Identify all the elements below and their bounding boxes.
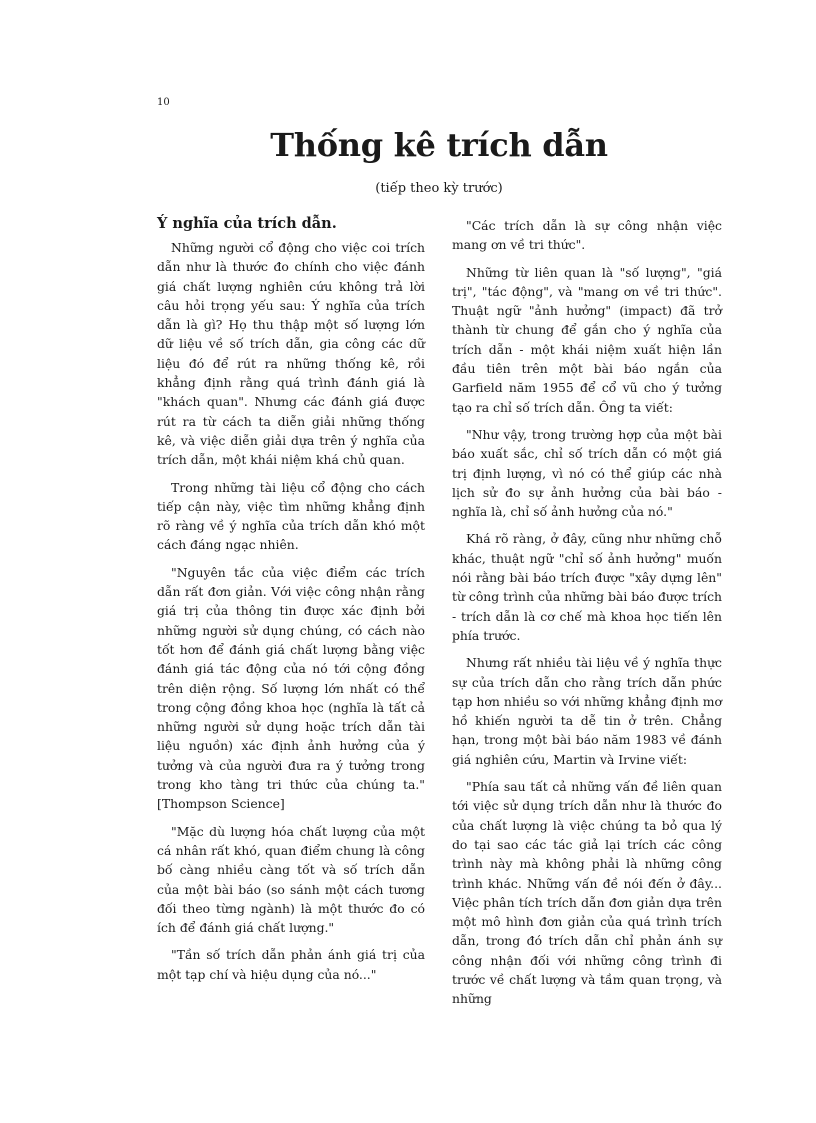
quote-paragraph: "Phía sau tất cả những vấn đề liên quan tới việc sử dụng trích dẫn như là thước đo của chất lượng là việc chúng ta bỏ qua lý do tại sao các tác giả lại trích các công trình này mà không phải là những công trình khác. Những vấn đề nói đến ở đây... Việc phân tích trích dẫn đơn giản dựa trên một mô hình đơn giản của quá trình trích dẫn, trong đó trích dẫn chỉ phản ánh sự công nhận đối với những công trình đi trước về chất lượng và tầm quan trọng, và những	[452, 779, 722, 1007]
article-subtitle: (tiếp theo kỳ trước)	[375, 181, 503, 196]
paragraph: Trong những tài liệu cổ động cho cách tiếp cận này, việc tìm những khẳng định rõ ràng về ý nghĩa của trích dẫn khó một cách đáng ngạc nhiên.	[157, 479, 425, 553]
left-column	[157, 214, 425, 992]
quote-paragraph: "Nguyên tắc của việc điểm các trích dẫn rất đơn giản. Với việc công nhận rằng giá trị của thông tin được xác định bởi những người sử dụng chúng, có cách nào tốt hơn để đánh giá chất lượng bằng việc đánh giá tác động của nó tới cộng đồng trên diện rộng. Số lượng lớn nhất có thể trong cộng đồng khoa học (nghĩa là tất cả những người sử dụng hoặc trích dẫn tài liệu nguồn) xác định ảnh hưởng của ý tưởng và của người đưa ra ý tưởng trong trong kho tàng tri thức của chúng ta." [Thompson Science]	[157, 564, 425, 812]
quote-paragraph: "Mặc dù lượng hóa chất lượng của một cá nhân rất khó, quan điểm chung là công bố càng nhiều càng tốt và số trích dẫn của một bài báo (so sánh một cách tương đối theo từng ngành) là một thước đo có ích để đánh giá chất lượng."	[157, 823, 425, 936]
paragraph: Những người cổ động cho việc coi trích dẫn như là thước đo chính cho việc đánh giá chất lượng nghiên cứu không trả lời câu hỏi trọng yếu sau: Ý nghĩa của trích dẫn là gì? Họ thu thập một số lượng lớn dữ liệu về số trích dẫn, gia công các dữ liệu đó để rút ra những thống kê, rồi khẳng định rằng quá trình đánh giá là "khách quan". Nhưng các đánh giá được rút ra từ cách ta diễn giải những thống kê, và việc diễn giải dựa trên ý nghĩa của trích dẫn, một khái niệm khá chủ quan.	[157, 240, 425, 468]
quote-paragraph: "Như vậy, trong trường hợp của một bài báo xuất sắc, chỉ số trích dẫn có một giá trị định lượng, vì nó có thể giúp các nhà lịch sử đo sự ảnh hưởng của bài báo - nghĩa là, chỉ số ảnh hưởng của nó."	[452, 426, 722, 520]
paragraph: Nhưng rất nhiều tài liệu về ý nghĩa thực sự của trích dẫn cho rằng trích dẫn phức tạp hơn nhiều so với những khẳng định mơ hồ khiến người ta dễ tin ở trên. Chẳng hạn, trong một bài báo năm 1983 về đánh giá nghiên cứu, Martin và Irvine viết:	[452, 655, 722, 767]
right-column	[452, 216, 722, 1017]
paragraph: Khá rõ ràng, ở đây, cũng như những chỗ khác, thuật ngữ "chỉ số ảnh hưởng" muốn nói rằng bài báo trích được "xây dựng lên" từ công trình của những bài báo được trích - trích dẫn là cơ chế mà khoa học tiến lên phía trước.	[452, 531, 722, 643]
quote-paragraph: "Tần số trích dẫn phản ánh giá trị của một tạp chí và hiệu dụng của nó..."	[157, 947, 425, 982]
article-title: Thống kê trích dẫn	[270, 126, 608, 164]
page-number: 10	[157, 97, 170, 108]
quote-paragraph: "Các trích dẫn là sự công nhận việc mang ơn về tri thức".	[452, 218, 722, 253]
section-heading: Ý nghĩa của trích dẫn.	[157, 215, 337, 232]
paragraph: Những từ liên quan là "số lượng", "giá trị", "tác động", và "mang ơn về tri thức". Thuật ngữ "ảnh hưởng" (impact) đã trở thành từ chung để gắn cho ý nghĩa của trích dẫn - một khái niệm xuất hiện lần đầu tiên trên một bài báo ngắn của Garfield năm 1955 để cổ vũ cho ý tưởng tạo ra chỉ số trích dẫn. Ông ta viết:	[452, 264, 722, 415]
